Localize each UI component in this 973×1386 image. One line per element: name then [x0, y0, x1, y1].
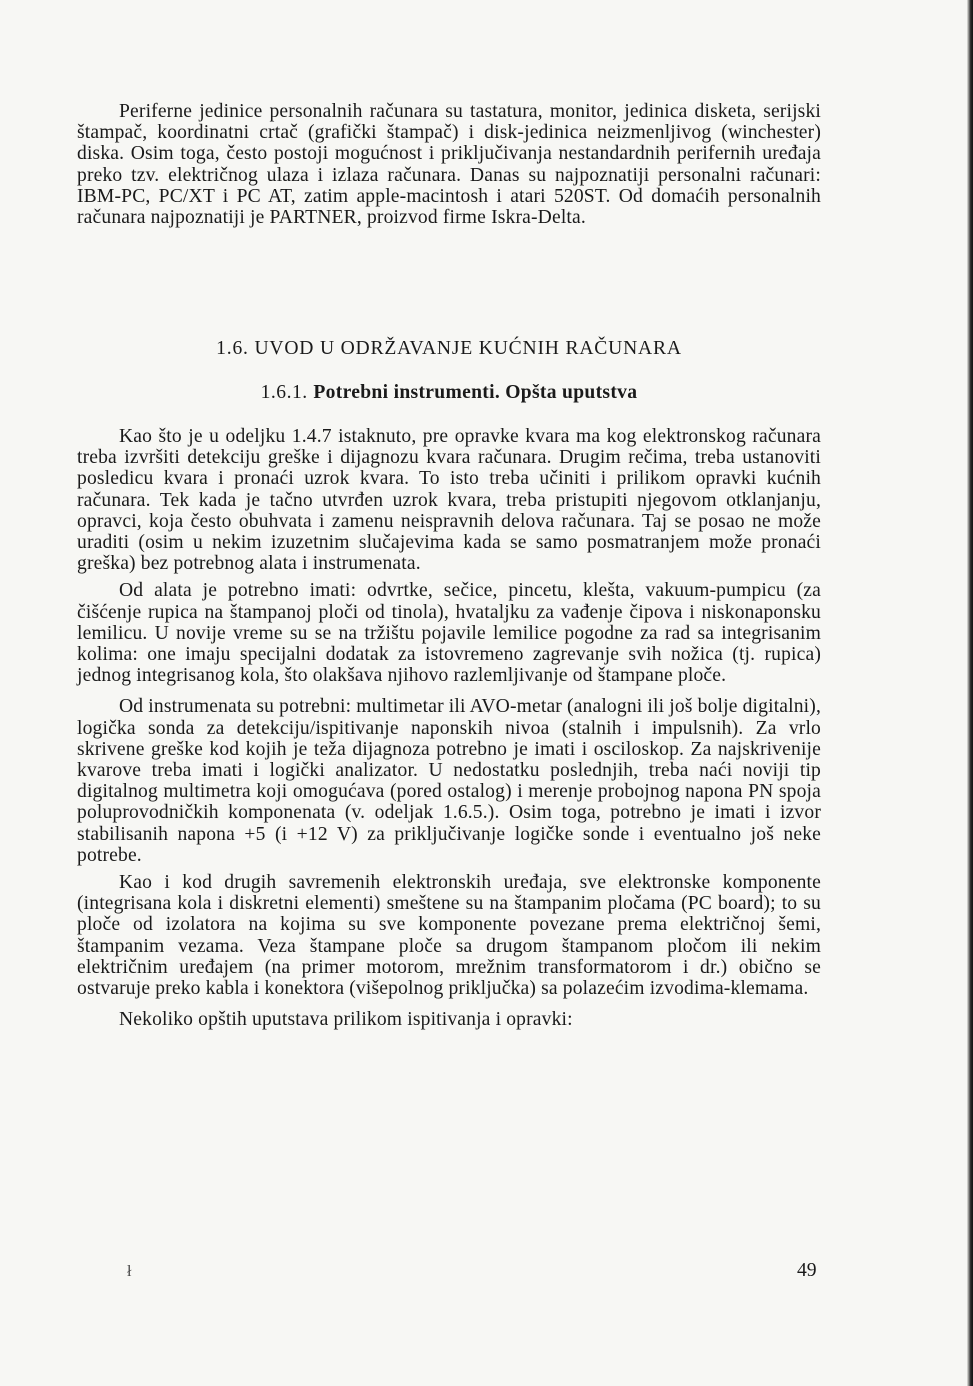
page-edge-shadow [967, 0, 973, 1386]
intro-paragraph-block [77, 101, 821, 228]
paragraph-pc-boards: Kao i kod drugih savremenih elektronskih uređaja, sve elektronske komponente (integrisana kola i diskretni elementi) smeštene su na štampanim pločama (PC board); to su ploče od izolatora na kojima su sve komponente povezane prema električnoj šemi, štampanim vezama. Veza štampane ploče sa drugom štampanom pločom ili nekim električnim uređajem (na primer motorom, mrežnim transformatorom i dr.) obično se ostvaruje preko kabla i konektora (višepolnog priključka) sa polazećim izvodima-klemama. [77, 872, 821, 1000]
paragraph-tools: Od alata je potrebno imati: odvrtke, sečice, pincetu, klešta, vakuum-pumpicu (za čišćenje rupica na štampanoj ploči od tinola), hvataljku za vađenje čipova i niskonaponsku lemilicu. U novije vreme su se na tržištu pojavile lemilice pogodne za rad sa integrisanim kolima: one imaju specijalni dodatak za istovremeno zagrevanje svih nožica (tj. rupica) jednog integrisanog kola, što olakšava njihovo razlemljivanje od štampane ploče. [77, 580, 821, 687]
page-number: 49 [797, 1260, 817, 1281]
body-text-block [77, 426, 821, 1040]
paragraph-peripherals: Periferne jedinice personalnih računara su tastatura, monitor, jedinica disketa, serijski štampač, koordinatni crtač (grafički štampač) i disk-jedinica neizmenljivog (winchester) diska. Osim toga, često postoji mogućnost i priključivanja nestandardnih perifernih uređaja preko tzv. električnog ulaza i izlaza računara. Danas su najpoznatiji personalni računari: IBM-PC, PC/XT i PC AT, zatim apple-macintosh i atari 520ST. Od domaćih personalnih računara najpoznatiji je PARTNER, proizvod firme Iskra-Delta. [77, 101, 821, 229]
footer-mark: ł [127, 1263, 132, 1280]
section-heading: 1.6. UVOD U ODRŽAVANJE KUĆNIH RAČUNARA [216, 338, 682, 359]
subsection-number: 1.6.1. [260, 382, 308, 403]
subsection-title: Potrebni instrumenti. Opšta uputstva [313, 382, 638, 403]
paragraph-general-instructions: Nekoliko opštih uputstava prilikom ispitivanja i opravki: [119, 1009, 573, 1031]
subsection-heading [77, 382, 821, 404]
paragraph-instruments: Od instrumenata su potrebni: multimetar ili AVO-metar (analogni ili još bolje digitalni), logička sonda za detekciju/ispitivanje naponskih nivoa (stalnih i impulsnih). Za vrlo skrivene greške kod kojih je teža dijagnoza potrebno je imati i osciloskop. Za najskrivenije kvarove treba imati i logički analizator. U nedostatku poslednjih, treba naći noviji tip digitalnog multimetra koji omogućava (pored ostalog) i merenje probojnog napona PN spoja poluprovodničkih komponenata (v. odeljak 1.6.5.). Osim toga, potrebno je imati i izvor stabilisanih napona +5 (i +12 V) za priključivanje logičke sonde i eventualno još neke potrebe. [77, 696, 821, 866]
paragraph-diagnosis: Kao što je u odeljku 1.4.7 istaknuto, pre opravke kvara ma kog elektronskog računara treba izvršiti detekciju greške i dijagnozu kvara računara. Drugim rečima, treba ustanoviti posledicu kvara i pronaći uzrok kvara. To isto treba učiniti i prilikom opravki kućnih računara. Tek kada je tačno utvrđen uzrok kvara, treba pristupiti njegovom otklanjanju, opravci, koja često obuhvata i zamenu neispravnih delova računara. Taj se posao ne može uraditi (osim u nekim izuzetnim slučajevima kada se samo posmatranjem može pronaći greška) bez potrebnog alata i instrumenata. [77, 426, 821, 575]
